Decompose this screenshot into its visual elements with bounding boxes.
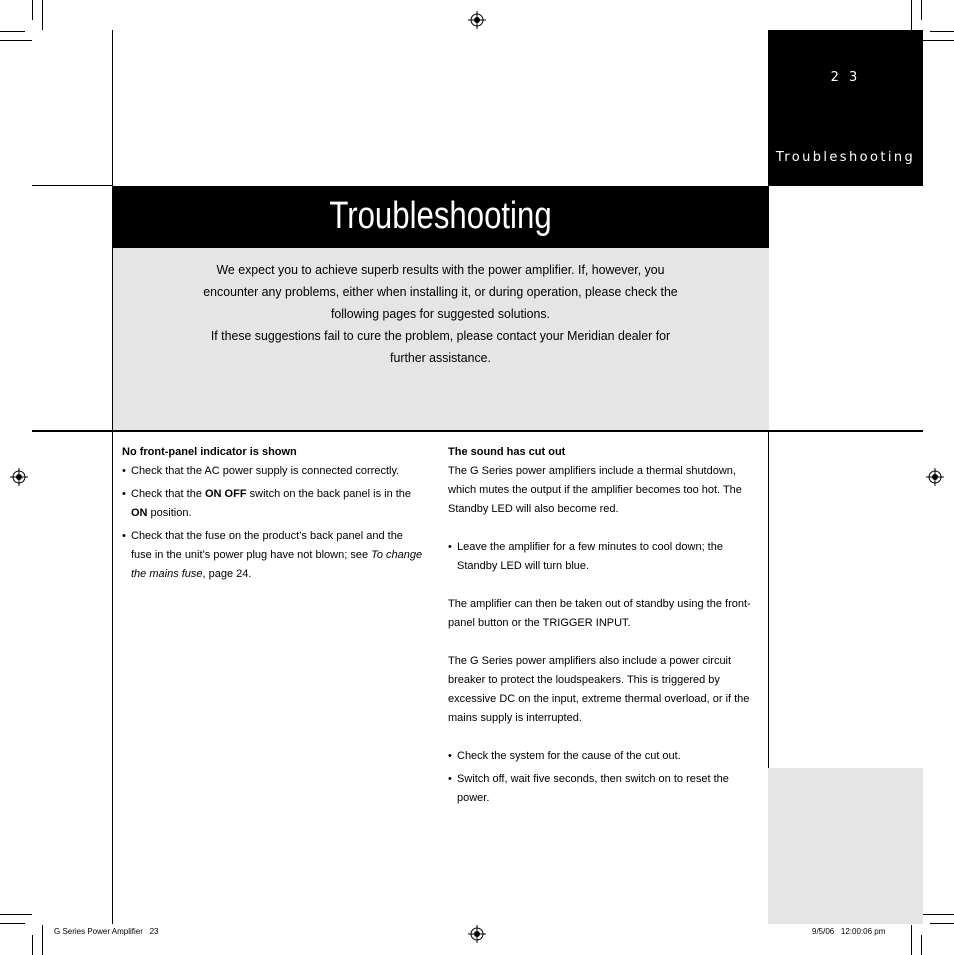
section-heading: No front-panel indicator is shown [122,446,297,458]
list-item [122,462,426,481]
crop-mark [0,31,25,32]
corner-box [768,768,923,924]
bullet-icon: • [122,530,126,542]
crop-mark [42,0,43,30]
bullet-icon: • [448,773,452,785]
crop-mark [32,935,33,955]
switch-position: ON [131,507,148,519]
footer-timestamp: 9/5/06 12:00:06 pm [812,927,886,936]
registration-mark-icon [926,468,944,486]
list-item [448,747,758,766]
registration-mark-icon [468,11,486,29]
intro-text [196,259,685,369]
crop-mark [930,923,954,924]
crop-mark [0,923,25,924]
crop-mark [32,0,33,20]
page-title: Troubleshooting [329,195,552,237]
switch-label: ON OFF [205,488,247,500]
body-paragraph: The amplifier can then be taken out of standby using the front-panel button or the TRIGGER INPUT. [448,598,751,629]
section-heading: The sound has cut out [448,446,566,458]
list-item-text: Check that the fuse on the product’s back panel and the fuse in the unit’s power plug have not blown; see To change the mains fuse, page 24. [131,530,423,580]
bullet-icon: • [448,541,452,553]
crop-mark [911,925,912,955]
left-column [122,443,426,584]
body-paragraph: The G Series power amplifiers include a thermal shutdown, which mutes the output if the amplifier becomes too hot. The Standby LED will also become red. [448,465,742,515]
intro-paragraph: We expect you to achieve superb results with the power amplifier. If, however, you encounter any problems, either when installing it, or during operation, please check the following pages for suggested solutions. [203,262,678,321]
crop-mark [921,935,922,955]
crop-mark [923,914,954,915]
list-item [448,770,758,808]
list-item [448,538,758,576]
footer-slug: G Series Power Amplifier 23 [54,927,159,936]
section-tab-label: Troubleshooting [775,150,916,165]
list-item-text: Switch off, wait five seconds, then switch on to reset the power. [457,773,729,804]
title-top-rule [32,185,113,186]
crop-mark [930,31,954,32]
registration-mark-icon [468,925,486,943]
crop-mark [0,40,32,41]
crop-mark [0,914,32,915]
left-margin-rule [112,30,113,924]
page-number: 2 3 [830,70,861,85]
registration-mark-icon [10,468,28,486]
crop-mark [911,0,912,30]
crop-mark [42,925,43,955]
bullet-icon: • [122,465,126,477]
list-item-text: Check that the AC power supply is connected correctly. [131,465,400,477]
list-item-text: Leave the amplifier for a few minutes to cool down; the Standby LED will turn blue. [457,541,723,572]
body-paragraph: The G Series power amplifiers also include a power circuit breaker to protect the loudspeakers. This is triggered by excessive DC on the input, extreme thermal overload, or if the mains supply is interrupted. [448,655,750,724]
bullet-icon: • [448,750,452,762]
intro-paragraph: If these suggestions fail to cure the problem, please contact your Meridian dealer for further assistance. [210,328,671,365]
list-item [122,527,426,584]
list-item-text: Check the system for the cause of the cut out. [457,750,681,762]
crop-mark [921,0,922,20]
right-column [448,443,758,808]
content-divider [32,430,923,432]
crop-mark [923,40,954,41]
list-item-text: Check that the ON OFF switch on the back panel is in the ON position. [131,488,412,519]
list-item [122,485,426,523]
bullet-icon: • [122,488,126,500]
cross-reference-link: To change the mains fuse [131,549,423,580]
